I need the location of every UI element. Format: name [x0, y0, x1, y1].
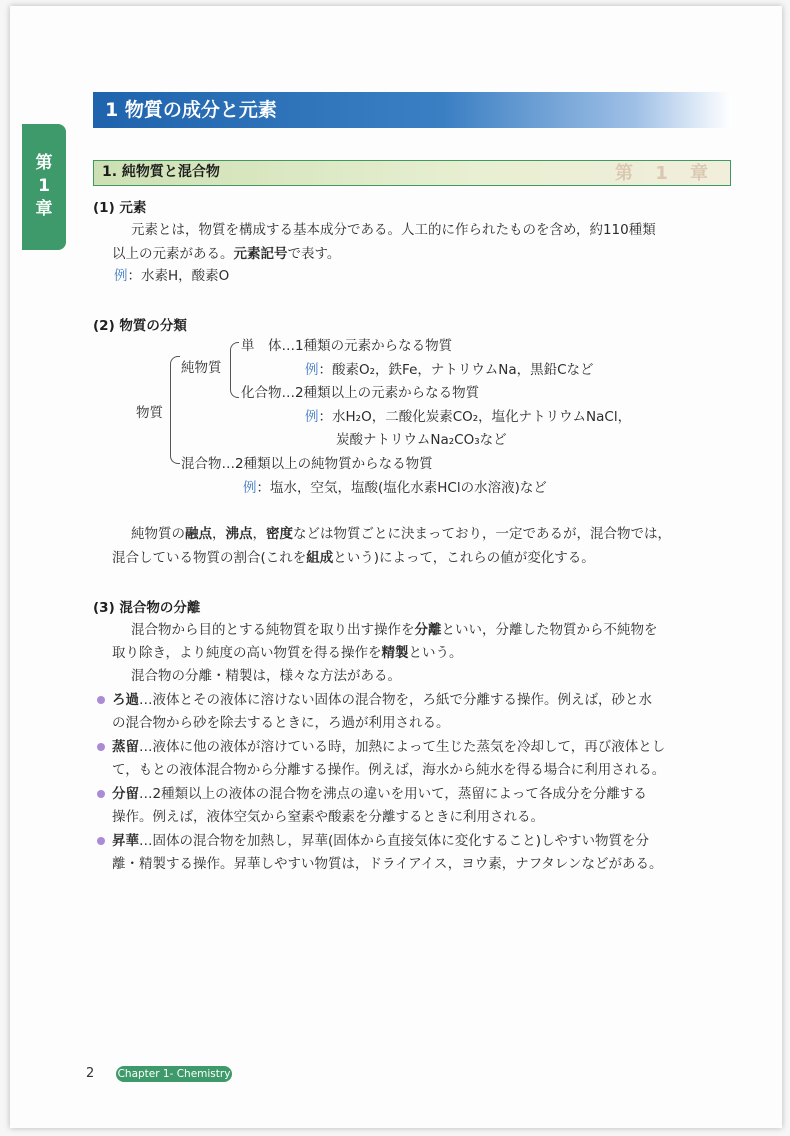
tree-mixture-example-label: 例 [243, 480, 257, 496]
s3-intro1-a: 混合物から目的とする純物質を取り出す操作を [131, 622, 415, 638]
tree-mixture-example [243, 476, 547, 500]
watermark: 第 1 章 [614, 163, 716, 184]
page-number: 2 [86, 1066, 95, 1081]
term-boiling-point: 沸点 [225, 526, 253, 542]
term-purification: 精製 [381, 645, 409, 661]
s2-para2-a: 混合している物質の割合(これを [112, 550, 307, 566]
list-item-fractional-distillation [112, 782, 647, 806]
s1-line2-term: 元素記号 [233, 246, 288, 262]
chapter-tab-line2: 1 [38, 176, 50, 196]
tree-compound: 化合物…2種類以上の元素からなる物質 [241, 385, 480, 401]
list-item-term: 蒸留 [112, 739, 139, 755]
s3-intro-line3: 混合物の分離・精製は，様々な方法がある。 [131, 668, 401, 684]
s2-para-line2 [112, 546, 595, 570]
tree-compound-example-text2: 炭酸ナトリウムNa₂CO₃など [336, 432, 507, 448]
list-item-term: ろ過 [112, 692, 139, 708]
list-item-term: 分留 [112, 786, 139, 802]
tree-mixture-example-text: ：塩水，空気，塩酸(塩化水素HClの水溶液)など [256, 480, 547, 496]
subsection-title-bar [93, 160, 731, 186]
s1-line2-c: で表す。 [287, 246, 341, 262]
subsection-title: 1. 純物質と混合物 [102, 164, 220, 180]
chapter-tab-line1: 第 [35, 153, 53, 173]
list-item-line1: …固体の混合物を加熱し，昇華(固体から直接気体に変化すること)しやすい物質を分 [139, 833, 650, 849]
s1-example-label: 例 [114, 268, 128, 284]
s2-para1-a: 純物質の [131, 526, 185, 542]
tree-element: 単 体…1種類の元素からなる物質 [241, 338, 453, 354]
list-item-sublimation [112, 829, 649, 853]
list-item-line1: …液体とその液体に溶けない固体の混合物を，ろ紙で分離する操作。例えば，砂と水 [139, 692, 652, 708]
s3-intro2-c: という。 [408, 645, 463, 661]
list-item-line1: …液体に他の液体が溶けている時，加熱によって生じた蒸気を冷却して，再び液体とし [139, 739, 666, 755]
s1-example [114, 264, 229, 288]
s3-heading: (3) 混合物の分離 [93, 600, 201, 616]
list-item-term: 昇華 [112, 833, 139, 849]
tree-compound-example [305, 405, 631, 429]
bullet-icon [97, 743, 105, 751]
bullet-icon [97, 696, 105, 704]
chapter-tab [22, 124, 66, 250]
tree-compound-example-text1: ：水H₂O，二酸化炭素CO₂，塩化ナトリウムNaCl， [318, 409, 632, 425]
s2-heading: (2) 物質の分類 [93, 318, 187, 334]
s2-para1-g: などは物質ごとに決まっており，一定であるが，混合物では， [293, 526, 671, 542]
tree-mixture: 混合物…2種類以上の純物質からなる物質 [181, 456, 433, 472]
list-item-filtration [112, 688, 652, 712]
bullet-icon [97, 837, 105, 845]
term-composition: 組成 [306, 550, 334, 566]
s3-intro1-c: といい，分離した物質から不純物を [441, 622, 658, 638]
bullet-icon [97, 790, 105, 798]
s1-heading: (1) 元素 [93, 200, 147, 216]
chapter-tab-line3: 章 [35, 199, 53, 219]
tree-compound-example-label: 例 [305, 409, 319, 425]
s1-example-text: ：水素H，酸素O [127, 268, 230, 284]
section-title: 1 物質の成分と元素 [93, 92, 731, 128]
s3-intro-line2 [112, 641, 462, 665]
term-separation: 分離 [414, 622, 442, 638]
s2-para1-e: ， [252, 526, 266, 542]
list-item-distillation [112, 735, 665, 759]
s1-line2 [112, 242, 340, 266]
list-item-line1: …2種類以上の液体の混合物を沸点の違いを用いて，蒸留によって各成分を分離する [139, 786, 647, 802]
tree-root: 物質 [136, 405, 163, 421]
brace-root [170, 356, 180, 464]
list-item-line2: て，もとの液体混合物から分離する操作。例えば，海水から純水を得る場合に利用される。 [112, 762, 666, 778]
s2-para2-c: という)によって，これらの値が変化する。 [333, 550, 595, 566]
term-density: 密度 [266, 526, 293, 542]
s3-intro-line1 [131, 618, 658, 642]
brace-pure [230, 342, 239, 398]
list-item-line2: の混合物から砂を除去するときに，ろ過が利用される。 [112, 715, 450, 731]
tree-element-example-text: ：酸素O₂，鉄Fe，ナトリウムNa，黒鉛Cなど [318, 362, 594, 378]
list-item-line2: 操作。例えば，液体空気から窒素や酸素を分離するときに利用される。 [112, 809, 544, 825]
term-melting-point: 融点 [185, 526, 212, 542]
s2-para-line1 [131, 522, 671, 546]
tree-pure: 純物質 [181, 360, 222, 376]
s1-line2-a: 以上の元素がある。 [112, 246, 234, 262]
tree-element-example-label: 例 [305, 362, 319, 378]
chapter-badge: Chapter 1- Chemistry [117, 1068, 231, 1080]
s2-para1-c: ， [212, 526, 226, 542]
s1-line1: 元素とは，物質を構成する基本成分である。人工的に作られたものを含め，約110種類 [131, 222, 656, 238]
tree-element-example [305, 358, 594, 382]
list-item-line2: 離・精製する操作。昇華しやすい物質は，ドライアイス，ヨウ素，ナフタレンなどがある。 [112, 856, 663, 872]
s3-intro2-a: 取り除き，より純度の高い物質を得る操作を [112, 645, 382, 661]
